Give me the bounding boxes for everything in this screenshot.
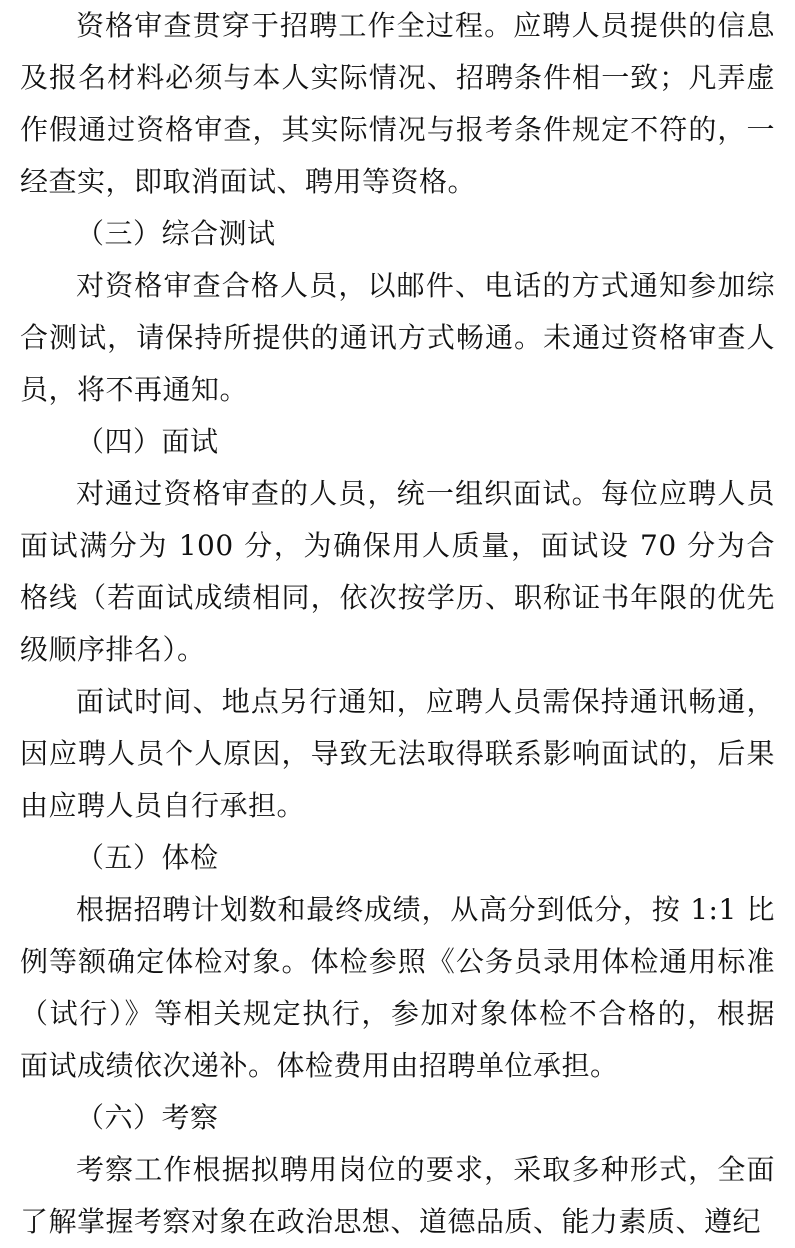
paragraph-inspection: 考察工作根据拟聘用岗位的要求，采取多种形式，全面了解掌握考察对象在政治思想、道德品质、能力素质、遵纪 — [20, 1153, 775, 1238]
paragraph-comprehensive-test: 对资格审查合格人员，以邮件、电话的方式通知参加综合测试，请保持所提供的通讯方式畅通。未通过资格审查人员，将不再通知。 — [20, 269, 775, 406]
paragraph-interview-notice: 面试时间、地点另行通知，应聘人员需保持通讯畅通，因应聘人员个人原因，导致无法取得联系影响面试的，后果由应聘人员自行承担。 — [20, 685, 775, 822]
heading-physical-exam: （五）体检 — [76, 841, 219, 874]
paragraph-interview-scoring: 对通过资格审查的人员，统一组织面试。每位应聘人员面试满分为 100 分，为确保用人质量，面试设 70 分为合格线（若面试成绩相同，依次按学历、职称证书年限的优先级顺序排名）。 — [20, 477, 775, 666]
heading-comprehensive-test: （三）综合测试 — [76, 217, 276, 250]
paragraph-physical-exam: 根据招聘计划数和最终成绩，从高分到低分，按 1:1 比例等额确定体检对象。体检参照《公务员录用体检通用标准（试行）》等相关规定执行，参加对象体检不合格的，根据面试成绩依次递补。体检费用由招聘单位承担。 — [20, 893, 775, 1082]
heading-inspection: （六）考察 — [76, 1101, 219, 1134]
paragraph-qualification-review: 资格审查贯穿于招聘工作全过程。应聘人员提供的信息及报名材料必须与本人实际情况、招聘条件相一致；凡弄虚作假通过资格审查，其实际情况与报考条件规定不符的，一经查实，即取消面试、聘用等资格。 — [20, 9, 775, 198]
heading-interview: （四）面试 — [76, 425, 219, 458]
